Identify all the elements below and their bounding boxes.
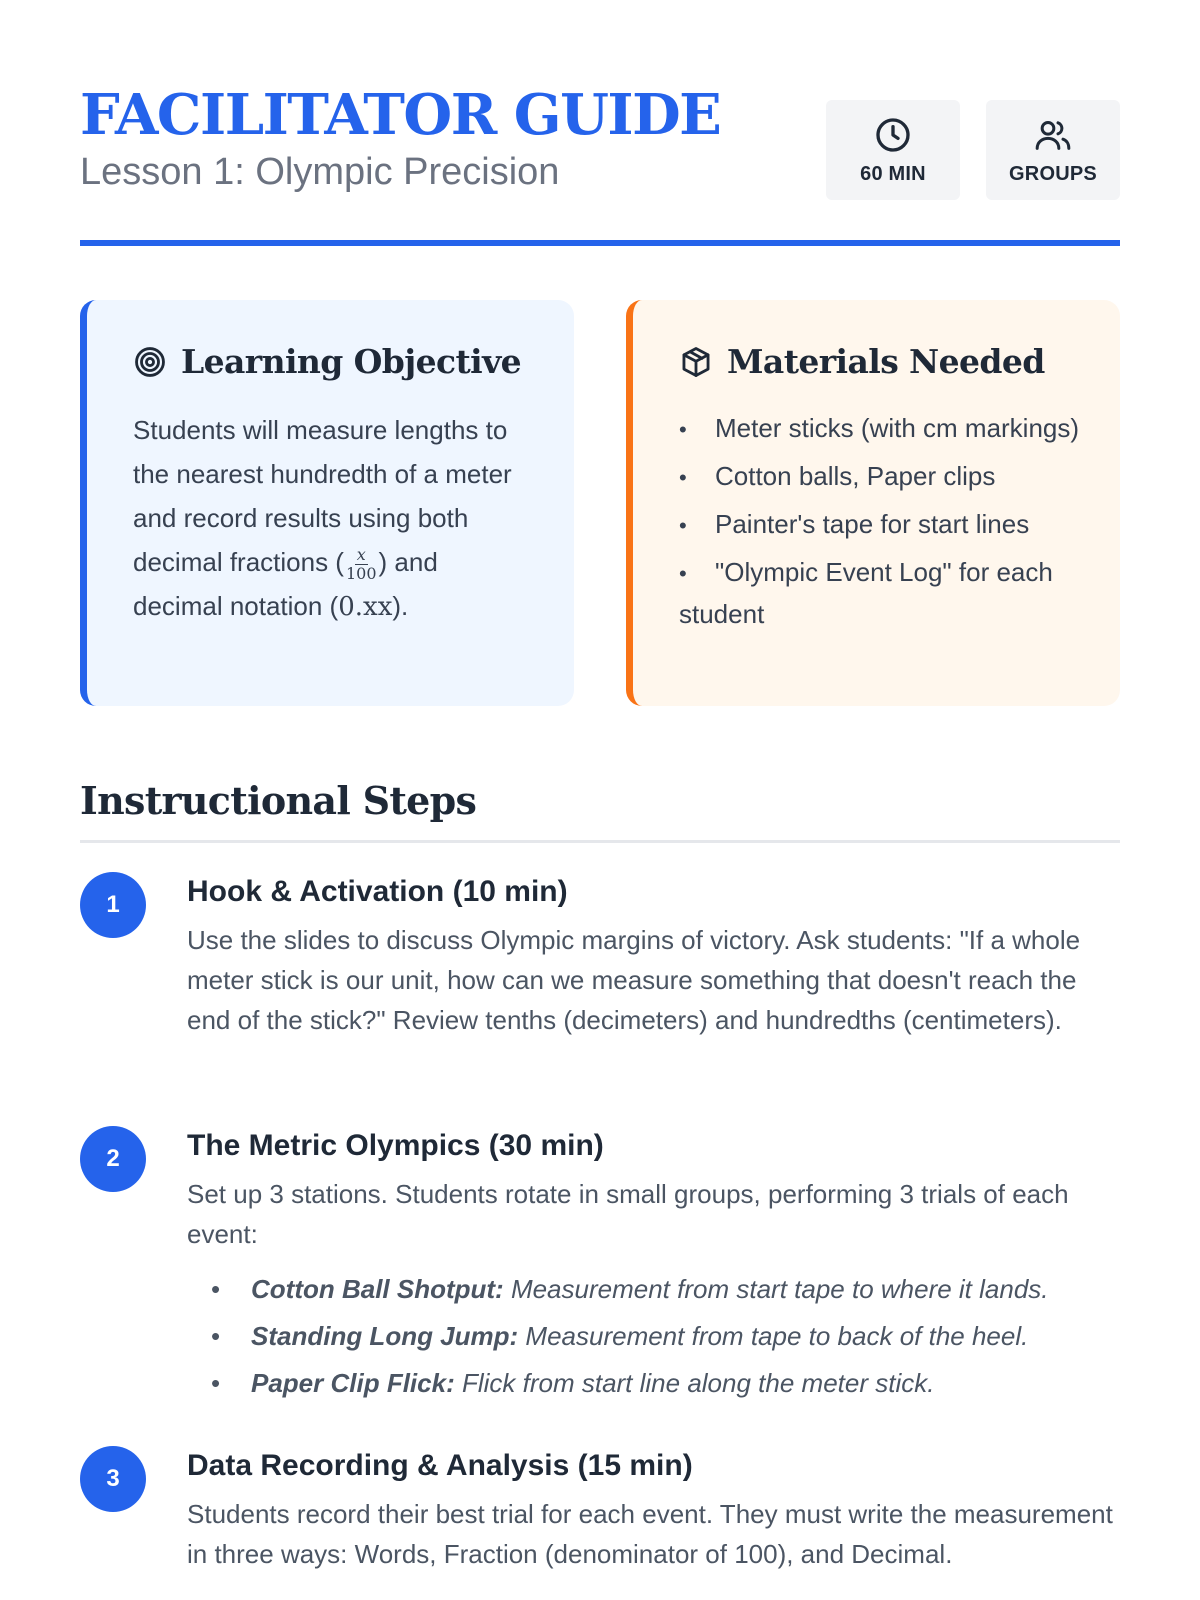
event-item: • Cotton Ball Shotput: Measurement from start tape to where it lands. bbox=[211, 1274, 1049, 1304]
step-body bbox=[187, 1126, 1120, 1407]
lesson-badges bbox=[826, 100, 1120, 200]
page-title: FACILITATOR GUIDE bbox=[80, 82, 721, 148]
materials-title: Materials Needed bbox=[727, 342, 1045, 381]
materials-needed-card bbox=[626, 300, 1120, 706]
section-divider bbox=[80, 840, 1120, 843]
decimal-notation: 0.xx bbox=[338, 592, 393, 622]
event-name: Standing Long Jump: bbox=[251, 1321, 519, 1351]
materials-heading bbox=[679, 342, 1080, 382]
step-number-badge: 2 bbox=[80, 1126, 146, 1192]
duration-label: 60 MIN bbox=[860, 162, 926, 185]
grouping-badge bbox=[986, 100, 1120, 200]
target-icon bbox=[133, 345, 167, 379]
step-description: Use the slides to discuss Olympic margins of victory. Ask students: "If a whole meter stick is our unit, how can we measure something that doesn't reach the end of the stick?" Review tenths (decimeters) and hundredths (centimeters). bbox=[187, 925, 1081, 1035]
material-item: • Meter sticks (with cm markings) bbox=[679, 413, 1080, 443]
event-item: • Standing Long Jump: Measurement from tape to back of the heel. bbox=[211, 1321, 1029, 1351]
objective-text bbox=[133, 408, 534, 629]
step-title: Hook & Activation (10 min) bbox=[187, 875, 568, 908]
learning-objective-card bbox=[80, 300, 574, 706]
step-body bbox=[187, 872, 1120, 1040]
material-item: • Painter's tape for start lines bbox=[679, 509, 1030, 539]
material-item: • "Olympic Event Log" for each student bbox=[679, 557, 1053, 629]
step-title: Data Recording & Analysis (15 min) bbox=[187, 1449, 693, 1482]
step-number-badge: 1 bbox=[80, 872, 146, 938]
step-description: Students record their best trial for each event. They must write the measurement in three ways: Words, Fraction (denominator of 100), and Decimal. bbox=[187, 1499, 1113, 1569]
clock-icon bbox=[873, 115, 913, 155]
step-title: The Metric Olympics (30 min) bbox=[187, 1129, 604, 1162]
guide-header bbox=[80, 82, 1120, 202]
grouping-label: GROUPS bbox=[1009, 162, 1097, 185]
step-body bbox=[187, 1446, 1120, 1574]
objective-title: Learning Objective bbox=[181, 342, 522, 381]
event-detail: Flick from start line along the meter stick. bbox=[454, 1368, 935, 1398]
event-detail: Measurement from start tape to where it lands. bbox=[503, 1274, 1049, 1304]
step-number-badge: 3 bbox=[80, 1446, 146, 1512]
event-name: Cotton Ball Shotput: bbox=[251, 1274, 504, 1304]
header-divider bbox=[80, 240, 1120, 246]
event-list bbox=[187, 1266, 1120, 1407]
step-description: Set up 3 stations. Students rotate in small groups, performing 3 trials of each event: bbox=[187, 1179, 1069, 1249]
objective-heading bbox=[133, 342, 534, 382]
objective-text-part-3: ). bbox=[392, 591, 409, 621]
materials-list bbox=[679, 408, 1080, 634]
duration-badge bbox=[826, 100, 960, 200]
event-item: • Paper Clip Flick: Flick from start line along the meter stick. bbox=[211, 1368, 935, 1398]
objective-text-part-1: Students will measure lengths to the nearest hundredth of a meter and record results using both decimal fractions ( bbox=[133, 415, 512, 577]
material-item: • Cotton balls, Paper clips bbox=[679, 461, 996, 491]
lesson-subtitle: Lesson 1: Olympic Precision bbox=[80, 151, 560, 193]
fraction-x-over-100 bbox=[344, 546, 379, 583]
box-icon bbox=[679, 345, 713, 379]
users-icon bbox=[1033, 115, 1073, 155]
objective-text-part-2: ) and decimal notation ( bbox=[133, 547, 438, 621]
instructional-steps-heading: Instructional Steps bbox=[80, 778, 477, 823]
fraction-denominator: 100 bbox=[345, 563, 377, 583]
fraction-numerator: x bbox=[356, 544, 366, 564]
event-detail: Measurement from tape to back of the heel. bbox=[518, 1321, 1029, 1351]
event-name: Paper Clip Flick: bbox=[251, 1368, 455, 1398]
